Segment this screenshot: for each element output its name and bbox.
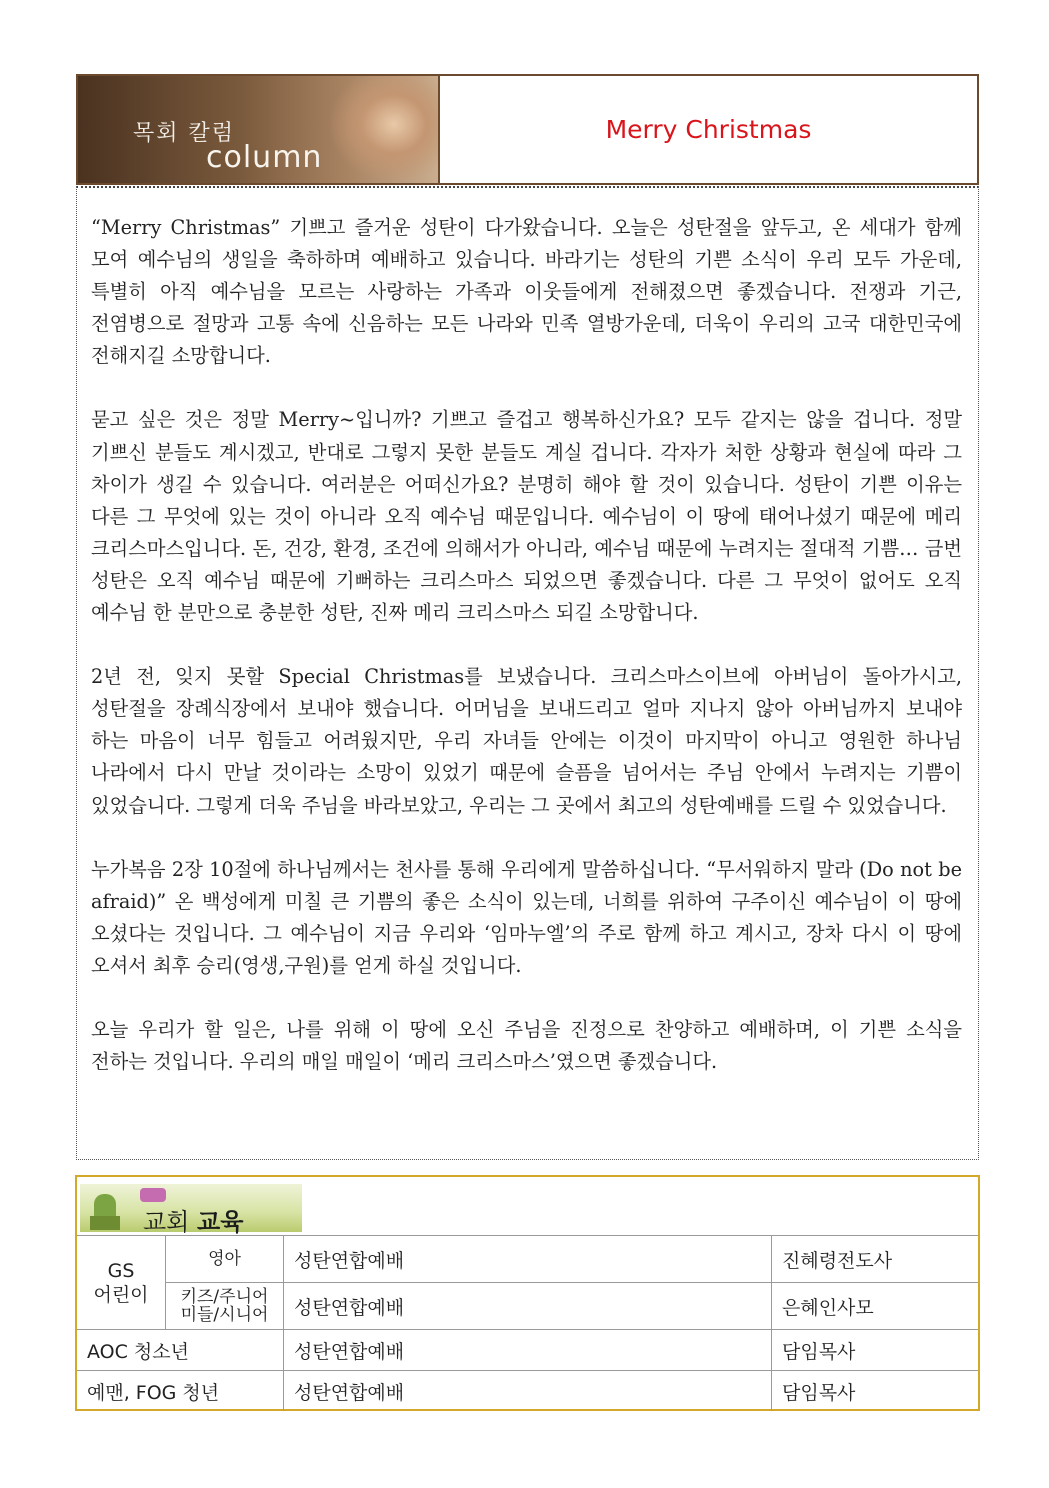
program-cell: 성탄연합예배 bbox=[284, 1330, 772, 1371]
subgroup-line1: 키즈/주니어 bbox=[180, 1287, 269, 1307]
banner-title-korean: 목회 칼럼 bbox=[133, 121, 236, 146]
subgroup-cell: 영아 bbox=[166, 1236, 284, 1283]
group-gs bbox=[77, 1236, 166, 1330]
table-row bbox=[77, 1330, 978, 1371]
praying-hands-image bbox=[328, 76, 438, 183]
pot-icon bbox=[90, 1216, 120, 1230]
education-header bbox=[77, 1177, 978, 1236]
group-gs-line1: GS bbox=[107, 1259, 135, 1282]
education-label bbox=[143, 1202, 243, 1237]
paragraph-5: 오늘 우리가 할 일은, 나를 위해 이 땅에 오신 주님을 진정으로 찬양하고 예배하며, 이 기쁜 소식을 전하는 것입니다. 우리의 매일 매일이 ‘메리 크리스마스’였으면 좋겠습니다. bbox=[91, 1017, 962, 1074]
paragraph-4: 누가복음 2장 10절에 하나님께서는 천사를 통해 우리에게 말씀하십니다. “무서워하지 말라 (Do not be afraid)” 온 백성에게 미칠 큰 기쁨의 좋은 소식이 있는데, 너희를 위하여 구주이신 예수님이 이 땅에 오셨다는 것입니다. 그 예수님이 지금 우리와 ‘임마누엘’의 주로 함께 하고 계시고, 장차 다시 이 땅에 오셔서 최후 승리(영생,구원)를 얻게 하실 것입니다. bbox=[91, 857, 962, 977]
column-banner-image bbox=[78, 76, 438, 183]
table-row bbox=[77, 1283, 978, 1330]
leader-cell: 은혜인사모 bbox=[772, 1283, 979, 1330]
table-row bbox=[77, 1236, 978, 1283]
paragraph-1: “Merry Christmas” 기쁘고 즐거운 성탄이 다가왔습니다. 오늘은 성탄절을 앞두고, 온 세대가 함께 모여 예수님의 생일을 축하하며 예배하고 있습니다. 바라기는 성탄의 기쁜 소식이 우리 모두 가운데, 특별히 아직 예수님을 모르는 사랑하는 가족과 이웃들에게 전해졌으면 좋겠습니다. 전쟁과 기근, 전염병으로 절망과 고통 속에 신음하는 모든 나라와 민족 열방가운데, 더욱이 우리의 고국 대한민국에 전해지길 소망합니다. bbox=[91, 216, 962, 368]
table-row bbox=[77, 1371, 978, 1412]
education-section bbox=[75, 1175, 980, 1411]
column-body bbox=[76, 186, 979, 1160]
group-gs-line2: 어린이 bbox=[93, 1283, 149, 1306]
program-cell: 성탄연합예배 bbox=[284, 1371, 772, 1412]
education-label-prefix: 교회 bbox=[143, 1208, 190, 1236]
paragraph-3: 2년 전, 잊지 못할 Special Christmas를 보냈습니다. 크리스마스이브에 아버님이 돌아가시고, 성탄절을 장례식장에서 보내야 했습니다. 어머님을 보내드리고 얼마 지나지 않아 아버님까지 보내야 하는 마음이 너무 힘들고 어려웠지만, 우리 자녀들 안에는 이것이 마지막이 아니고 영원한 하나님 나라에서 다시 만날 것이라는 소망이 있었기 때문에 슬픔을 넘어서는 주님 안에서 누려지는 기쁨이 있었습니다. 그렇게 더욱 주님을 바라보았고, 우리는 그 곳에서 최고의 성탄예배를 드릴 수 있었습니다. bbox=[91, 665, 962, 817]
column-header bbox=[76, 74, 979, 185]
column-title: Merry Christmas bbox=[605, 115, 812, 144]
education-label-bold: 교육 bbox=[197, 1208, 244, 1236]
watering-can-icon bbox=[140, 1188, 166, 1202]
program-cell: 성탄연합예배 bbox=[284, 1283, 772, 1330]
program-cell: 성탄연합예배 bbox=[284, 1236, 772, 1283]
education-table bbox=[77, 1236, 978, 1411]
education-badge bbox=[80, 1184, 302, 1236]
leader-cell: 담임목사 bbox=[772, 1330, 979, 1371]
group-cell: 예맨, FOG 청년 bbox=[77, 1371, 284, 1412]
subgroup-line2: 미들/시니어 bbox=[180, 1305, 269, 1325]
leader-cell: 담임목사 bbox=[772, 1371, 979, 1412]
banner-title-english: column bbox=[206, 140, 323, 175]
subgroup-cell bbox=[166, 1283, 284, 1330]
paragraph-2: 묻고 싶은 것은 정말 Merry~입니까? 기쁘고 즐겁고 행복하신가요? 모두 같지는 않을 겁니다. 정말 기쁘신 분들도 계시겠고, 반대로 그렇지 못한 분들도 계실 겁니다. 각자가 처한 상황과 현실에 따라 그 차이가 생길 수 있습니다. 여러분은 어떠신가요? 분명히 해야 할 것이 있습니다. 성탄이 기쁜 이유는 다른 그 무엇에 있는 것이 아니라 오직 예수님 때문입니다. 예수님이 이 땅에 태어나셨기 때문에 메리 크리스마스입니다. 돈, 건강, 환경, 조건에 의해서가 아니라, 예수님 때문에 누려지는 절대적 기쁨… 금번 성탄은 오직 예수님 때문에 기뻐하는 크리스마스 되었으면 좋겠습니다. 다른 그 무엇이 없어도 오직 예수님 한 분만으로 충분한 성탄, 진짜 메리 크리스마스 되길 소망합니다. bbox=[91, 408, 962, 625]
group-cell: AOC 청소년 bbox=[77, 1330, 284, 1371]
leader-cell: 진혜령전도사 bbox=[772, 1236, 979, 1283]
